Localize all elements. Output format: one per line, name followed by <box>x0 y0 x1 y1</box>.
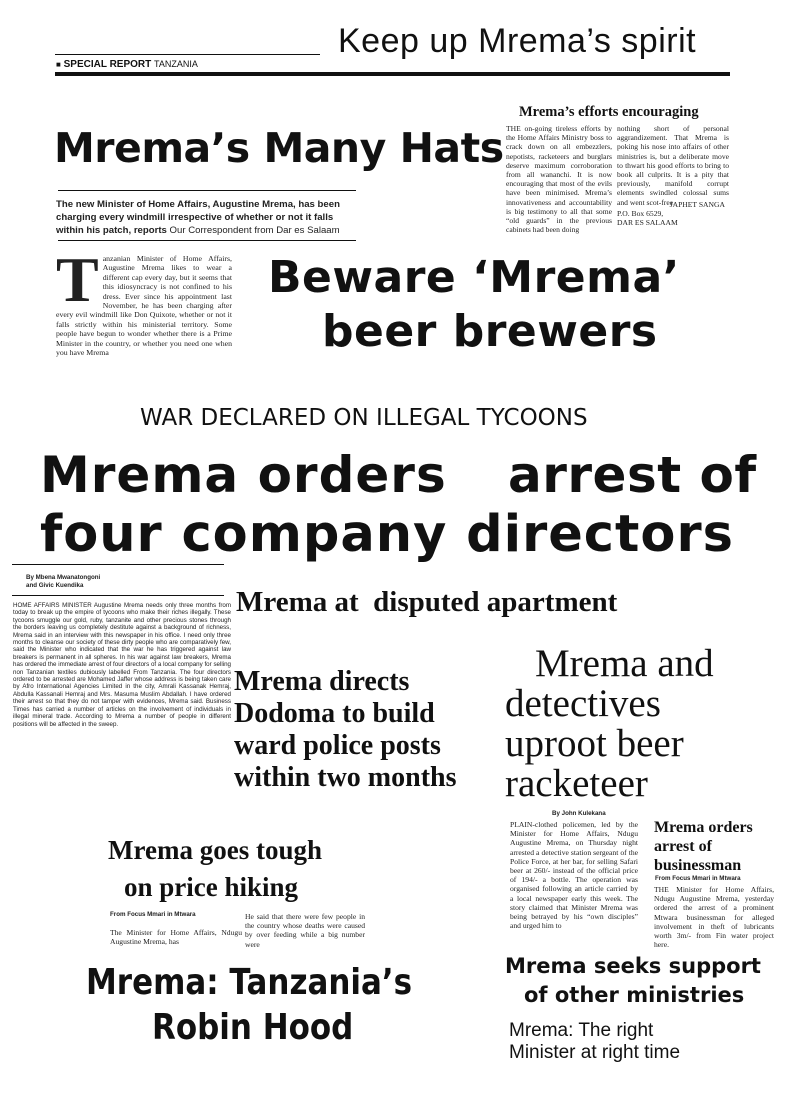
detectives-line-2: detectives <box>505 682 661 725</box>
section-label-row <box>56 59 198 70</box>
section-country: TANZANIA <box>154 59 198 69</box>
tycoons-headline-1a: Mrema orders <box>40 446 447 504</box>
dodoma-line-2: Dodoma to build <box>234 698 435 729</box>
businessman-body: THE Minister for Home Affairs, Ndugu Augustine Mrema, yesterday ordered the arrest of a prominent Mtwara businessman for alleged involvement in theft of lubricants worth 3m/- from Fin water project here. <box>654 885 774 950</box>
robin-headline-line-1: Mrema: Tanzania’s <box>86 962 413 1003</box>
businessman-line-2: arrest of <box>654 838 712 855</box>
letter-column-2 <box>617 124 729 232</box>
beer-headline-line-1: Beware ‘Mrema’ <box>268 252 680 303</box>
many-hats-body <box>56 244 232 358</box>
dodoma-headline <box>234 666 456 794</box>
letter-headline: Mrema’s efforts encouraging <box>519 104 699 120</box>
support-headline-line-1: Mrema seeks support <box>505 954 761 978</box>
letter-address-1: P.O. Box 6529, <box>617 209 664 219</box>
support-headline-line-2: of other ministries <box>524 983 745 1007</box>
businessman-byline: From Focus Mmari in Mtwara <box>655 875 741 882</box>
drop-cap: T <box>56 244 99 315</box>
many-hats-standfirst <box>56 198 361 237</box>
tycoons-byline-1: By Mbena Mwanatongoni <box>26 574 101 581</box>
detectives-byline: By John Kulekana <box>552 810 606 817</box>
section-marker-icon: ■ <box>56 60 61 69</box>
detectives-line-4: racketeer <box>505 762 648 805</box>
tycoons-headline-1b: arrest of <box>508 446 757 504</box>
letter-column-2-text: nothing short of personal aggrandizement. That Mrema is poking his nose into affairs of other ministries is, but a deliberate move to thwart his good efforts to bring to book all culprits. It is a pity that previously, manifold corrupt elements swindled colossal sums and went scot-free. <box>617 124 729 207</box>
beer-headline-line-2: beer brewers <box>322 306 658 357</box>
detectives-line-1: Mrema and <box>535 642 714 685</box>
price-byline: From Focus Mmari in Mtwara <box>110 911 196 918</box>
price-column-1: The Minister for Home Affairs, Ndugu Augustine Mrema, has <box>110 928 242 947</box>
header-top-rule <box>55 54 320 55</box>
price-headline-line-2: on price hiking <box>124 872 299 902</box>
tycoons-rule-2 <box>12 595 224 596</box>
robin-headline-line-2: Robin Hood <box>152 1007 354 1048</box>
many-hats-body-text: anzanian Minister of Home Affairs, Augustine Mrema likes to wear a different cap every day, but it seems that this idiosyncracy is not confined to his dress. Ever since his appointment last November, he has been charging after every evil windmill like Don Quixote, whether or not it falls strictly within his ministerial territory. Some people have begun to wonder whether there is a Prime Minister in the country, or whether you need one when you have Mrema <box>56 254 232 358</box>
tycoons-byline-2: and Givic Kuendika <box>26 582 84 589</box>
tycoons-body: HOME AFFAIRS MINISTER Augustine Mrema needs only three months from today to break up the empire of tycoons who make their riches illegally. These tycoons smuggle our gold, ruby, tanzanite and other precious stones through the borders leaving us completely destitute against a background of richness, Mrema said in an interview with this newspaper in his office. I need only three months to cleanse our society of these dirty people who are comparatively few, said the Minister who indicated that the war he has triggered against law breakers is permanent in all spheres. In his war against law breakers, Mrema has ordered the immediate arrest of four directors of a local company for selling non Tanzanian textiles dubiously labelled From Tanzania. The four directors ordered to be arrested are Mohamed Jaffer whose address is being taken care by Afro International Agencies Limited in the city, Amrali Kassanak Hemraj, Abdulla Kassanali Hemraj and Mrs. Masuma Muslim Abdallah. I have ordered their arrest so that they do not tamper with evidences, Mrema said. Business Times has carried a number of articles on the involvement of individuals in illegal mineral trade. According to Mrema a number of people in different positions will be affected in the sweep. <box>13 602 231 728</box>
many-hats-rule-2 <box>58 240 356 241</box>
detectives-body: PLAIN-clothed policemen, led by the Minister for Home Affairs, Ndugu Augustine Mrema, on Thursday night arrested a detective station sergeant of the Police Force, at her bar, for selling Safari beer at 260/- instead of the official price of 194/- a bottle. The operation was organised following an article carried by a local newspaper early this week. The story claimed that Minister Mrema was being betrayed by his “own disciples” and urged him to <box>510 820 638 931</box>
page-title: Keep up Mrema’s spirit <box>338 22 697 60</box>
detectives-headline <box>505 644 714 804</box>
letter-column-1: THE on-going tireless efforts by the Home Affairs Ministry boss to crack down on all embezzlers, nepotists, racketeers and burglars deserve maximum corroboration from all wananchi. It is now encouraging that most of the evils have been minimised. Mrema’s innovativeness and accountability is big testimony to all that some “old guards” in the previous cabinets had been doing <box>506 124 612 235</box>
businessman-line-3: businessman <box>654 857 742 874</box>
letter-address-2: DAR ES SALAAM <box>617 218 678 228</box>
price-headline-line-1: Mrema goes tough <box>108 835 322 865</box>
standfirst-byline: Our Correspondent from Dar es Salaam <box>169 225 340 236</box>
letter-signature: JAPHET SANGA <box>669 200 725 209</box>
tycoons-headline-2: four company directors <box>40 505 734 564</box>
dodoma-line-3: ward police posts <box>234 730 441 761</box>
tycoons-kicker: WAR DECLARED ON ILLEGAL TYCOONS <box>140 405 588 431</box>
header-bottom-rule <box>55 72 730 76</box>
apartment-headline: Mrema at disputed apartment <box>236 586 618 618</box>
many-hats-rule <box>58 190 356 191</box>
right-minister-line-2: Minister at right time <box>509 1042 681 1063</box>
businessman-headline <box>654 818 753 875</box>
many-hats-headline: Mrema’s Many Hats <box>54 124 504 172</box>
dodoma-line-4: within two months <box>234 762 457 793</box>
tycoons-rule <box>12 564 224 565</box>
businessman-line-1: Mrema orders <box>654 819 753 836</box>
right-minister-line-1: Mrema: The right <box>509 1020 654 1041</box>
standfirst-text: The new Minister of Home Affairs, Augustine Mrema, has been charging every windmill irrespective of whether or not it falls within his patch, reports <box>56 199 340 236</box>
dodoma-line-1: Mrema directs <box>234 666 410 697</box>
section-label: SPECIAL REPORT <box>63 59 152 70</box>
detectives-line-3: uproot beer <box>505 722 684 765</box>
price-column-2: He said that there were few people in the country whose deaths were caused by over feeding while a big number were <box>245 912 365 949</box>
